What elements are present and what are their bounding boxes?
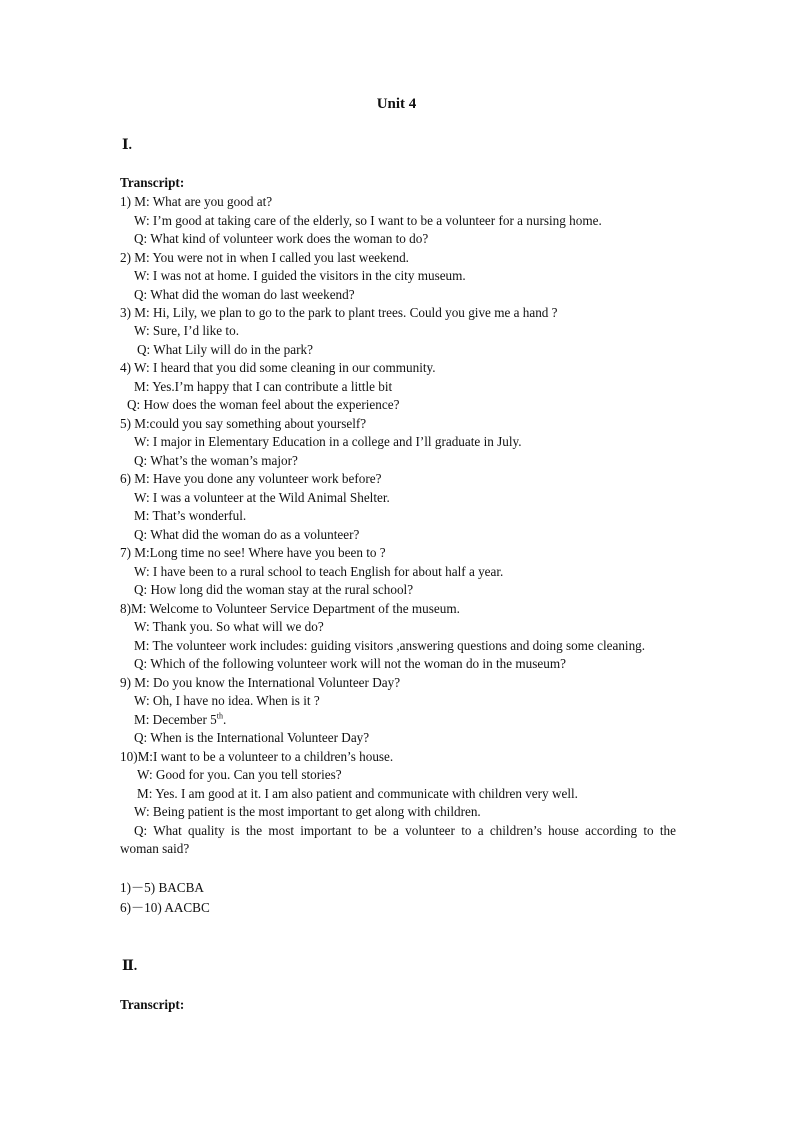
transcript-line: 10)M:I want to be a volunteer to a children’s house. bbox=[120, 749, 394, 764]
transcript-line: 3) M: Hi, Lily, we plan to go to the park to plant trees. Could you give me a hand ? bbox=[120, 305, 558, 320]
transcript-line: Q: What did the woman do last weekend? bbox=[134, 287, 355, 302]
transcript-text: M: December 5 bbox=[134, 712, 217, 727]
transcript-line: 1) M: What are you good at? bbox=[120, 194, 273, 209]
page-title: Unit 4 bbox=[376, 96, 417, 112]
answer-line: 1)－5) BACBA bbox=[120, 880, 204, 895]
transcript-line: W: I was not at home. I guided the visitors in the city museum. bbox=[134, 268, 466, 283]
transcript-line: W: I have been to a rural school to teach English for about half a year. bbox=[134, 564, 504, 579]
transcript-line: Q: What quality is the most important to be a volunteer to a children’s house according to the bbox=[134, 823, 676, 838]
transcript-line: Q: What’s the woman’s major? bbox=[134, 453, 298, 468]
transcript-line: Q: Which of the following volunteer work will not the woman do in the museum? bbox=[134, 656, 566, 671]
transcript-line: Q: How long did the woman stay at the rural school? bbox=[134, 582, 414, 597]
transcript-line: M: Yes.I’m happy that I can contribute a little bit bbox=[134, 379, 393, 394]
transcript-line-with-superscript: M: December 5th. bbox=[134, 711, 227, 727]
transcript-line: M: Yes. I am good at it. I am also patient and communicate with children very well. bbox=[137, 786, 578, 801]
transcript-line: W: Good for you. Can you tell stories? bbox=[137, 767, 342, 782]
transcript-line: 7) M:Long time no see! Where have you been to ? bbox=[120, 545, 386, 560]
transcript-line: W: Sure, I’d like to. bbox=[134, 323, 239, 338]
transcript-line: 2) M: You were not in when I called you last weekend. bbox=[120, 250, 409, 265]
transcript-line: Q: What did the woman do as a volunteer? bbox=[134, 527, 360, 542]
transcript-line: W: I’m good at taking care of the elderly, so I want to be a volunteer for a nursing home. bbox=[134, 213, 602, 228]
transcript-line: W: I major in Elementary Education in a college and I’ll graduate in July. bbox=[134, 434, 522, 449]
transcript-line: W: Thank you. So what will we do? bbox=[134, 619, 324, 634]
transcript-line: woman said? bbox=[120, 841, 190, 856]
transcript-line: M: The volunteer work includes: guiding visitors ,answering questions and doing some cleaning. bbox=[134, 638, 646, 653]
transcript-line: Q: When is the International Volunteer Day? bbox=[134, 730, 370, 745]
transcript-line: W: I was a volunteer at the Wild Animal Shelter. bbox=[134, 490, 390, 505]
section-1-transcript-label: Transcript: bbox=[120, 175, 185, 190]
transcript-line: Q: How does the woman feel about the experience? bbox=[127, 397, 400, 412]
transcript-line: 4) W: I heard that you did some cleaning in our community. bbox=[120, 360, 436, 375]
transcript-line: Q: What kind of volunteer work does the woman to do? bbox=[134, 231, 429, 246]
transcript-line: M: That’s wonderful. bbox=[134, 508, 247, 523]
transcript-line: 9) M: Do you know the International Volunteer Day? bbox=[120, 675, 401, 690]
transcript-line: W: Being patient is the most important to get along with children. bbox=[134, 804, 481, 819]
transcript-line: Q: What Lily will do in the park? bbox=[137, 342, 313, 357]
superscript-th: th bbox=[216, 711, 223, 721]
transcript-line: 5) M:could you say something about yourself? bbox=[120, 416, 367, 431]
answer-line: 6)－10) AACBC bbox=[120, 900, 210, 915]
transcript-line: W: Oh, I have no idea. When is it ? bbox=[134, 693, 320, 708]
section-2-transcript-label: Transcript: bbox=[120, 997, 185, 1012]
section-2-heading: Ⅱ. bbox=[122, 959, 138, 974]
section-1-heading: Ⅰ. bbox=[122, 138, 133, 153]
transcript-line: 6) M: Have you done any volunteer work before? bbox=[120, 471, 382, 486]
transcript-line: 8)M: Welcome to Volunteer Service Department of the museum. bbox=[120, 601, 460, 616]
